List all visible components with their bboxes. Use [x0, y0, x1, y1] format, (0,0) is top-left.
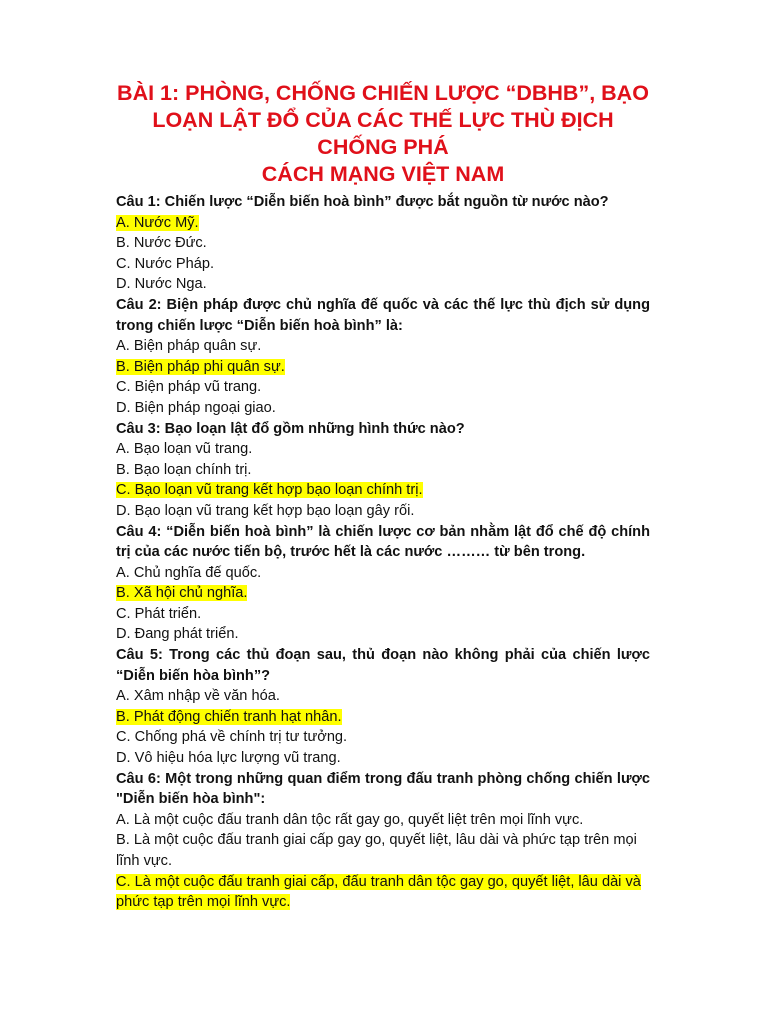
answer-option-a: A. Biện pháp quân sự.: [116, 338, 262, 355]
answer-option-c: C. Chống phá về chính trị tư tưởng.: [116, 729, 348, 746]
question-text: Câu 3: Bạo loạn lật đổ gồm những hình thức nào?: [116, 420, 465, 437]
answer-option-c: C. Biện pháp vũ trang.: [116, 379, 262, 396]
page-title: [116, 80, 650, 188]
highlighted-answer: B. Phát động chiến tranh hạt nhân.: [116, 708, 342, 725]
highlighted-answer: C. Bạo loạn vũ trang kết hợp bạo loạn chính trị.: [116, 482, 423, 499]
question-5: [116, 645, 650, 769]
answer-option-b: [116, 583, 650, 604]
title-line-3: CÁCH MẠNG VIỆT NAM: [261, 162, 505, 186]
answer-option-d: D. Bạo loạn vũ trang kết hợp bạo loạn gây rối.: [116, 502, 415, 519]
answer-option-c: [116, 480, 650, 501]
answer-option-a: A. Xâm nhập về văn hóa.: [116, 688, 280, 705]
question-3: [116, 419, 650, 522]
answer-option-a: A. Là một cuộc đấu tranh dân tộc rất gay go, quyết liệt trên mọi lĩnh vực.: [116, 811, 584, 828]
answer-option-a: A. Bạo loạn vũ trang.: [116, 441, 253, 458]
question-text: Câu 4: “Diễn biến hoà bình” là chiến lược cơ bản nhằm lật đổ chế độ chính trị của các nước tiến bộ, trước hết là các nước ……… từ bên trong.: [116, 523, 650, 561]
answer-option-a: A. Chủ nghĩa đế quốc.: [116, 564, 262, 581]
question-4: [116, 522, 650, 646]
answer-option-d: D. Biện pháp ngoại giao.: [116, 399, 276, 416]
title-line-1: BÀI 1: PHÒNG, CHỐNG CHIẾN LƯỢC “DBHB”, BẠO: [117, 81, 649, 105]
question-text: Câu 1: Chiến lược “Diễn biến hoà bình” được bắt nguồn từ nước nào?: [116, 194, 609, 210]
answer-option-c: C. Nước Pháp.: [116, 255, 215, 272]
highlighted-answer: A. Nước Mỹ.: [116, 214, 199, 231]
answer-option-d: D. Nước Nga.: [116, 276, 207, 293]
answer-option-a: [116, 213, 650, 234]
answer-option-c: C. Phát triển.: [116, 605, 202, 622]
highlighted-answer: C. Là một cuộc đấu tranh giai cấp, đấu tranh dân tộc gay go, quyết liệt, lâu dài và phức tạp trên mọi lĩnh vực.: [116, 873, 641, 911]
question-text: Câu 6: Một trong những quan điểm trong đấu tranh phòng chống chiến lược "Diễn biến hòa bình":: [116, 770, 650, 808]
answer-option-b: B. Nước Đức.: [116, 235, 207, 252]
title-line-2: LOẠN LẬT ĐỔ CỦA CÁC THẾ LỰC THÙ ĐỊCH CHỐNG PHÁ: [152, 108, 614, 159]
answer-option-b: B. Là một cuộc đấu tranh giai cấp gay go, quyết liệt, lâu dài và phức tạp trên mọi lĩnh vực.: [116, 832, 637, 869]
question-text: Câu 5: Trong các thủ đoạn sau, thủ đoạn nào không phải của chiến lược “Diễn biến hòa bình”?: [116, 647, 650, 684]
question-6: [116, 769, 650, 913]
highlighted-answer: B. Biện pháp phi quân sự.: [116, 358, 285, 375]
answer-option-b: [116, 707, 650, 728]
answer-option-d: D. Vô hiệu hóa lực lượng vũ trang.: [116, 750, 341, 767]
question-text: Câu 2: Biện pháp được chủ nghĩa đế quốc và các thế lực thù địch sử dụng trong chiến lược “Diễn biến hoà bình” là:: [116, 296, 650, 334]
question-2: [116, 295, 650, 419]
answer-option-c: [116, 872, 650, 913]
answer-option-d: D. Đang phát triển.: [116, 626, 239, 643]
answer-option-b: B. Bạo loạn chính trị.: [116, 461, 252, 478]
answer-option-b: [116, 357, 650, 378]
highlighted-answer: B. Xã hội chủ nghĩa.: [116, 585, 248, 602]
question-1: [116, 192, 650, 295]
